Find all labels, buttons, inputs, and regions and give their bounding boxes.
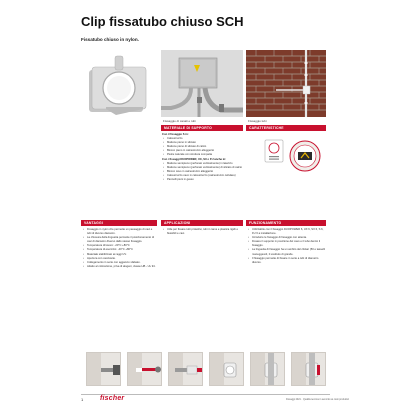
pipe-clip-illustration (81, 50, 157, 117)
list-item: • Blocco cavo in calcestruzzo alleggerito (162, 170, 244, 174)
photo-caption-1: Fissaggio di canali e tubi (163, 119, 196, 123)
list-item: • Adatto al colorazione, priva di alogeni, classe HB - UL 94. (82, 265, 157, 269)
list-item: • Temperatura di esercizio: -40°C +80°C (82, 248, 157, 252)
list-item: • La linguetta di fissaggio ha un ambito del clickar (50 e tasselli maneggevoli, il sostituto di grande. (247, 248, 326, 256)
list-item: • La chiusura della linguetta permette il posizionamento di cavi di diametro diverso dallo stesso fissaggio. (82, 236, 157, 244)
applications-list (162, 228, 242, 236)
list-item: • Blocco pieno in calcestruzzo alleggerito (162, 149, 244, 153)
list-item: • Il fissaggio permette di fissare in serie a tubi di diametro diverso. (247, 257, 326, 265)
feature-badges-icon (263, 136, 323, 174)
installation-step-3 (168, 352, 203, 386)
close-clip-icon (292, 353, 326, 386)
list-item: • Collegamento in serie con aggancio sfalsato. (82, 261, 157, 265)
page-title: Clip fissatubo chiuso SCH (81, 14, 244, 29)
installation-step-5 (250, 352, 285, 386)
function-list (247, 228, 326, 265)
list-item: • Fissare il supporto in posizione del cavo e il tubo dentro il fissaggio. (247, 240, 326, 248)
list-item: • Utilizzabile con il fissaggio DUOPOWER 6, UX 6, SX 6, S 6, FU 6 a installazione. (247, 228, 326, 236)
product-photo (81, 50, 157, 117)
list-item: • Calcestruzzo cavo in calcestruzzo (calcestruzzo cellulare) (162, 174, 244, 178)
list-item: • Materiale stabilizzato ai raggi UV. (82, 253, 157, 257)
list-item: • Pietra naturale con struttura compatta (162, 153, 244, 157)
list-item: • Pannelli pieni in gesso (162, 178, 244, 182)
list-item: • Mattone semipieno (perforato verticalmente) di silicato di calcio (162, 166, 244, 170)
clean-hole-icon (128, 353, 162, 386)
section-header-material: MATERIALE DI SUPPORTO (161, 125, 243, 131)
section-header-features: CARATTERISTICHE (246, 125, 326, 131)
feature-badges (263, 136, 323, 174)
material-items-1 (162, 137, 244, 157)
drill-icon (87, 353, 121, 386)
list-item: • Mattone semipieno (perforato verticalmente) in laterizio (162, 162, 244, 166)
junction-box-illustration (161, 50, 243, 117)
section-header-function: FUNZIONAMENTO (246, 220, 326, 226)
brand-logo: fischer (100, 395, 125, 402)
fix-clip-icon (210, 353, 244, 386)
page-number: 1 (81, 397, 84, 402)
insert-pipe-icon (251, 353, 285, 386)
material-items-2 (162, 162, 244, 182)
advantages-list (82, 228, 157, 269)
list-item: • Fissaggio in nylon che permette un passaggio di cavi e tubi di diverso diametro. (82, 228, 157, 236)
footer-note: Fissaggi 2021 · Qualità tecnica in accordo ai costi produttivi (286, 398, 349, 401)
installation-step-6 (291, 352, 326, 386)
material-list (162, 133, 244, 182)
page-subtitle: Fissatubo chiuso in nylon. (81, 37, 139, 42)
list-item: • Calcestruzzo (162, 137, 244, 141)
application-photo-conduit (161, 50, 243, 117)
list-item: • Introdurre le fiscaggio di fissaggio con attenta. (247, 236, 326, 240)
installation-step-4 (209, 352, 244, 386)
list-item: • Temperatura di lavoro: -20°C +80°C (82, 244, 157, 248)
list-item: • Apertura con cacciavite. (82, 257, 157, 261)
list-item: • Mattone pieno di silicato di calcio (162, 145, 244, 149)
material-lead-1: Con il fissaggio S in: (162, 133, 189, 136)
list-item: • Mattone pieno in silicato (162, 141, 244, 145)
material-lead-2: Con i fissaggi DUOPOWER, UX, SX o FU anche in: (162, 157, 227, 161)
list-item: • Utile per fissare tubi protettivi, tubi in rame e plastica rigidi e flessibili e cavi. (162, 228, 242, 236)
section-header-applications: APPLICAZIONI (161, 220, 243, 226)
installation-steps (86, 352, 326, 386)
installation-step-2 (127, 352, 162, 386)
section-header-advantages: VANTAGGI (81, 220, 157, 226)
application-photo-brick (246, 50, 326, 117)
brick-wall-illustration (246, 50, 326, 117)
installation-step-1 (86, 352, 121, 386)
insert-plug-icon (169, 353, 203, 386)
photo-caption-2: Fissaggio tubi (248, 119, 267, 123)
